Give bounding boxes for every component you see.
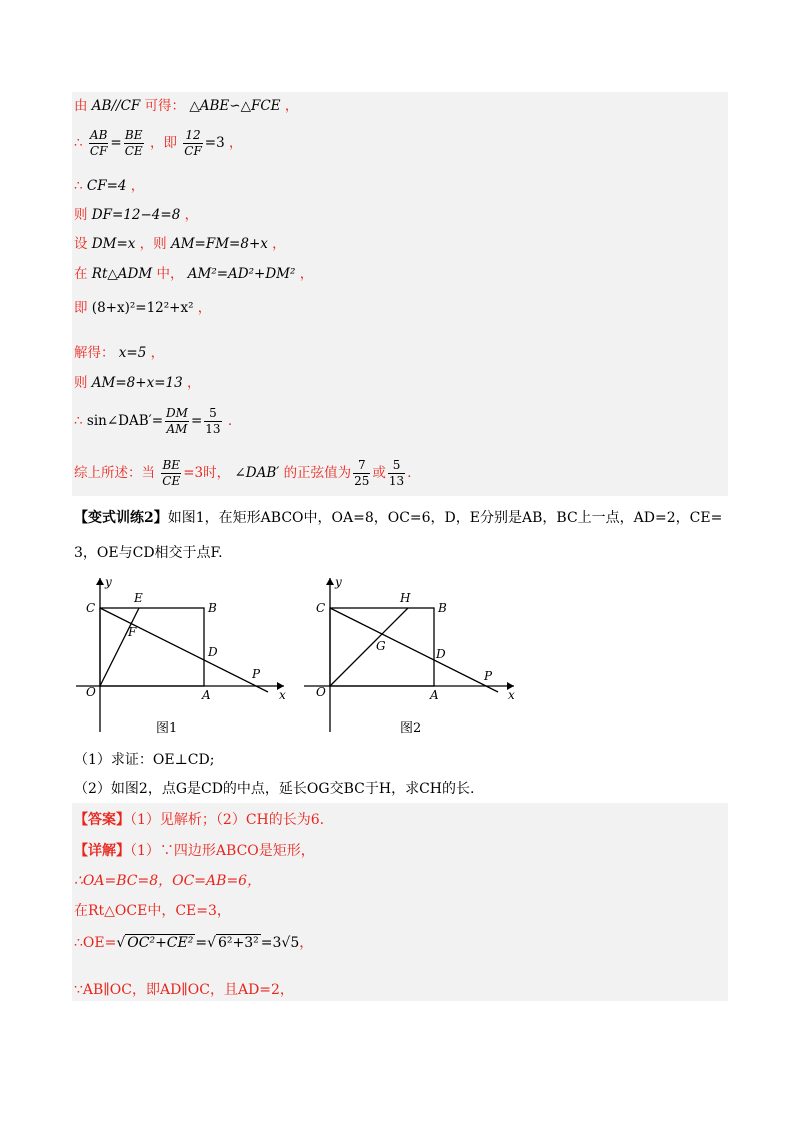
solution-line-6 <box>74 268 313 282</box>
label-D: D <box>208 645 218 659</box>
text: 中， <box>156 266 184 282</box>
fraction <box>388 458 405 489</box>
fraction <box>353 458 370 489</box>
question-2 <box>74 782 474 796</box>
num: AB <box>89 128 108 142</box>
sqrt-expression: √ OC²+CE² =√ 6²+3² =3√5 <box>116 935 300 951</box>
text: ，则 <box>139 236 167 252</box>
line-CP <box>100 608 268 692</box>
den: CE <box>162 474 181 488</box>
solution-line-2: ∴ $\frac{AB}{CF}$ = $\frac{BE}{CE}$ ，即 $\frac{12}{CF}$ =3 ， <box>74 128 243 158</box>
math: AM²=AD²+DM² <box>187 266 296 282</box>
detail-text: 在Rt△OCE中，CE=3， <box>74 903 231 919</box>
segment-OE <box>100 608 139 686</box>
num: 12 <box>183 128 203 144</box>
radicand: 6²+3² <box>218 935 259 951</box>
question-text: （2）如图2，点G是CD的中点，延长OG交BC于H，求CH的长. <box>74 781 475 797</box>
problem-text: 如图1，在矩形ABCO中，OA=8，OC=6，D，E分别是AB，BC上一点，AD=2，CE= <box>167 510 723 526</box>
segment-OH <box>330 608 408 686</box>
math: AM=8+x=13 <box>91 375 183 391</box>
question-text: （1）求证：OE⊥CD; <box>74 752 215 768</box>
solution-line-8 <box>74 347 164 361</box>
math: Rt△ADM <box>91 266 153 282</box>
den: CF <box>184 144 202 158</box>
answer-text: （1）见解析；（2）CH的长为6. <box>130 812 325 828</box>
den: 25 <box>354 474 370 488</box>
label-C: C <box>86 601 96 615</box>
figure-1 <box>72 572 292 740</box>
label-x: x <box>279 688 286 702</box>
rectangle-ABCO <box>100 608 204 686</box>
text: ∴ <box>74 413 83 429</box>
den: 13 <box>388 474 405 488</box>
math: AM=FM=8+x <box>170 236 268 252</box>
text: ， <box>130 178 145 194</box>
math: (8+x)²=12²+x² <box>91 300 194 316</box>
math: = <box>195 935 208 951</box>
detail-text: ∵AB∥OC，即AD∥OC，且AD=2， <box>74 982 294 998</box>
caption-figure-1: 图1 <box>156 721 178 736</box>
text: ． <box>407 465 421 481</box>
num: 7 <box>353 458 370 474</box>
text: ， <box>228 135 243 151</box>
caption-figure-2: 图2 <box>400 721 422 736</box>
label-A: A <box>202 688 211 702</box>
answer-tag: 【答案】 <box>74 812 130 828</box>
math: =3√5 <box>260 935 300 951</box>
solution-line-3 <box>74 180 144 194</box>
text: 解得： <box>74 345 115 361</box>
solution-line-10: ∴ sin∠DAB′= $\frac{DM}{AM}$ = $\frac{5}{13}$ ． <box>74 406 242 436</box>
fraction <box>204 406 221 437</box>
text: ． <box>227 413 242 429</box>
den: CE <box>124 144 143 158</box>
fraction <box>183 128 203 159</box>
den: CF <box>89 144 108 158</box>
answer-line <box>74 813 324 827</box>
label-A: A <box>430 688 439 702</box>
math: △ABE∽△FCE <box>189 98 281 114</box>
detail-text: ， <box>299 935 314 951</box>
text: 由 <box>74 98 88 114</box>
text: ， <box>184 207 199 223</box>
problem-line-2 <box>74 546 223 560</box>
text: 则 <box>74 375 88 391</box>
label-G: G <box>376 639 386 653</box>
label-O: O <box>316 685 326 699</box>
solution-box-bottom <box>72 803 728 1001</box>
label-E: E <box>134 591 143 605</box>
detail-line-2 <box>74 874 261 888</box>
label-P: P <box>252 667 261 681</box>
label-H: H <box>400 591 411 605</box>
solution-line-5 <box>74 238 286 252</box>
label-x: x <box>508 688 515 702</box>
text: 可得： <box>144 98 186 114</box>
math: DF=12−4=8 <box>91 207 181 223</box>
label-B: B <box>208 601 217 615</box>
math: AB//CF <box>91 98 141 114</box>
label-P: P <box>484 669 493 683</box>
solution-line-11 <box>74 458 421 489</box>
problem-text: 3，OE与CD相交于点F. <box>74 545 223 561</box>
problem-tag: 【变式训练2】 <box>74 510 168 526</box>
label-F: F <box>128 625 137 639</box>
detail-line-1 <box>74 844 315 858</box>
detail-tag: 【详解】 <box>74 843 130 859</box>
text: 即 <box>74 300 88 316</box>
y-arrow <box>326 578 334 585</box>
figure-2 <box>300 572 524 740</box>
num: BE <box>124 128 143 142</box>
solution-line-7 <box>74 302 211 316</box>
text: 设 <box>74 236 88 252</box>
math: CF=4 <box>86 178 127 194</box>
text: ∴ <box>74 135 83 151</box>
text: ， <box>284 98 299 114</box>
text: ，即 <box>149 135 177 151</box>
num: BE <box>162 458 181 472</box>
text: ， <box>150 345 165 361</box>
detail-line-4 <box>74 936 313 950</box>
text: 在 <box>74 266 88 282</box>
text: =3时， <box>183 465 231 481</box>
math: ∠DAB′ <box>234 465 280 481</box>
label-O: O <box>86 685 96 699</box>
math: =3 <box>204 135 225 151</box>
text: 则 <box>74 207 88 223</box>
num: 5 <box>204 406 221 422</box>
text: ∴ <box>74 178 83 194</box>
text: ， <box>272 236 286 252</box>
solution-line-4 <box>74 209 198 223</box>
fraction <box>124 128 144 159</box>
text: ， <box>186 375 201 391</box>
problem-line-1 <box>74 511 722 525</box>
text: 综上所述：当 <box>74 465 155 481</box>
fraction <box>161 458 181 489</box>
den: 13 <box>205 422 221 436</box>
detail-text: ∴OE= <box>74 935 117 951</box>
line-CP <box>330 608 498 692</box>
radicand: OC²+CE² <box>127 935 194 951</box>
text: ， <box>299 266 314 282</box>
math: x=5 <box>118 345 147 361</box>
math: sin∠DAB′ <box>86 413 152 429</box>
den: AM <box>166 422 188 436</box>
question-1 <box>74 753 214 767</box>
math: DM=x <box>91 236 136 252</box>
num: DM <box>166 406 188 420</box>
label-D: D <box>436 647 446 661</box>
solution-line-1 <box>74 100 298 114</box>
label-C: C <box>316 601 326 615</box>
detail-text: ∴OA=BC=8，OC=AB=6， <box>74 873 262 889</box>
label-y: y <box>335 575 342 589</box>
detail-text: （1）∵四边形ABCO是矩形， <box>130 843 315 859</box>
detail-line-5 <box>74 983 294 997</box>
y-arrow <box>96 578 104 585</box>
text: ， <box>197 300 212 316</box>
text: 或 <box>372 465 386 481</box>
solution-line-9 <box>74 377 200 391</box>
num: 5 <box>388 458 405 474</box>
detail-line-3 <box>74 904 231 918</box>
label-y: y <box>105 575 112 589</box>
fraction <box>165 406 189 437</box>
text: 的正弦值为 <box>283 465 352 481</box>
fraction <box>89 128 109 159</box>
label-B: B <box>438 601 447 615</box>
